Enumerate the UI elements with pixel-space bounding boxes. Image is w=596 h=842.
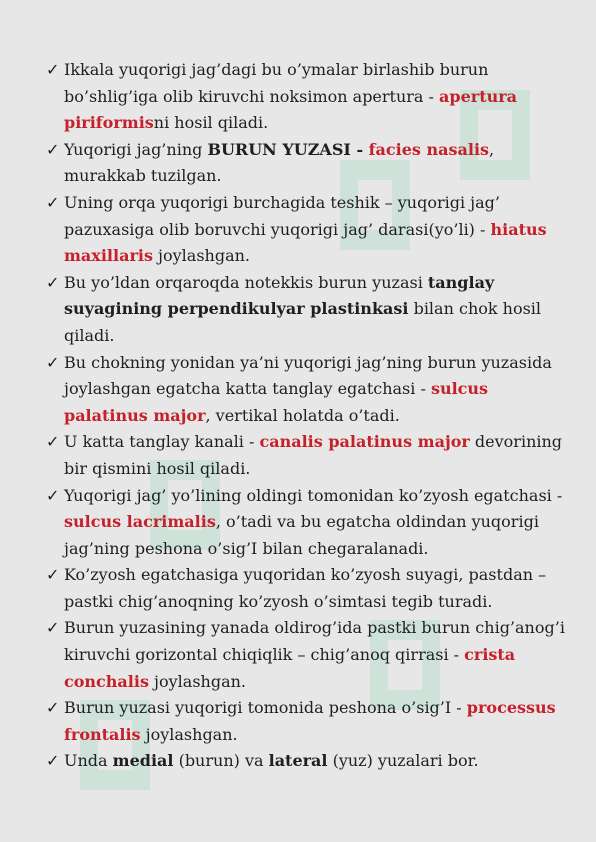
check-icon: ✓	[46, 60, 60, 79]
list-item	[46, 190, 574, 270]
check-icon: ✓	[46, 139, 60, 159]
check-icon: ✓	[46, 751, 60, 771]
item-text-plain: U katta tanglay kanali -	[64, 432, 260, 452]
item-text-plain: joylashgan.	[140, 724, 238, 744]
check-icon: ✓	[46, 432, 60, 452]
list-item	[46, 137, 574, 190]
check-icon: ✓	[46, 272, 60, 292]
list-item	[46, 57, 574, 137]
check-icon: ✓	[46, 192, 60, 212]
latin-term: canalis palatinus major	[259, 432, 470, 452]
item-text-plain: bilan chok hosil qiladi.	[64, 299, 542, 345]
item-text-plain: Uning orqa yuqorigi burchagida teshik – yuqorigi jag’ pazuxasiga olib boruvchi yuqorigi jag’ darasi(yo’li) -	[64, 192, 500, 239]
item-text-plain: Ko’zyosh egatchasiga yuqoridan ko’zyosh suyagi, pastdan – pastki chig’anoqning ko’zyosh o’simtasi tegib turadi.	[64, 565, 547, 611]
bold-term: tanglay suyagining perpendikulyar plastinkasi	[64, 272, 495, 319]
list-item	[46, 429, 574, 482]
latin-term: facies nasalis	[368, 139, 490, 159]
check-icon: ✓	[46, 618, 60, 638]
item-text-plain: joylashgan.	[152, 246, 251, 266]
list-item	[46, 270, 574, 350]
bold-term: medial	[112, 751, 174, 771]
item-text-plain: Bu yo’ldan orqaroqda notekkis burun yuzasi	[64, 272, 428, 292]
item-text-plain: joylashgan.	[148, 671, 247, 691]
item-text-plain: , o’tadi va bu egatcha oldindan yuqorigi jag’ning peshona o’sig’I bilan chegaralanadi.	[64, 512, 539, 558]
check-icon: ✓	[46, 698, 60, 718]
latin-term: sulcus lacrimalis	[64, 512, 216, 532]
latin-term: apertura piriformis	[64, 86, 518, 133]
latin-term: processus frontalis	[64, 698, 556, 744]
item-text-plain: ni hosil qiladi.	[153, 113, 269, 133]
item-text-plain: Unda	[64, 751, 113, 771]
item-text-plain: devorining bir qismini hosil qiladi.	[64, 432, 563, 478]
item-text-plain: Yuqorigi jag’ yo’lining oldingi tomonidan ko’zyosh egatchasi -	[64, 485, 563, 505]
item-text-plain: (burun) va	[173, 751, 269, 771]
latin-term: hiatus maxillaris	[64, 219, 547, 266]
list-item	[46, 748, 574, 775]
item-text-plain: Ikkala yuqorigi jag’dagi bu o’ymalar birlashib burun bo’shlig’iga olib kiruvchi noksimon apertura -	[64, 60, 489, 106]
latin-term: sulcus palatinus major	[64, 379, 489, 425]
bold-term: lateral	[268, 751, 328, 771]
list-item	[46, 615, 574, 695]
list-item	[46, 483, 574, 563]
list-item	[46, 695, 574, 748]
item-text-plain: Burun yuzasi yuqorigi tomonida peshona o’sig’I -	[64, 698, 467, 718]
section-heading-term: BURUN YUZASI -	[207, 139, 369, 159]
item-text-plain: Burun yuzasining yanada oldirog’ida pastki burun chig’anog’i kiruvchi gorizontal chiqiqlik – chig’anoq qirrasi -	[64, 618, 565, 665]
item-text-plain: , vertikal holatda o’tadi.	[205, 405, 400, 425]
check-icon: ✓	[46, 485, 60, 505]
list-item	[46, 350, 574, 430]
item-text-plain: Yuqorigi jag’ning	[64, 139, 208, 159]
item-text-plain: Bu chokning yonidan ya’ni yuqorigi jag’ning burun yuzasida joylashgan egatcha katta tanglay egatchasi -	[64, 352, 552, 399]
check-icon: ✓	[46, 352, 60, 372]
bullet-list	[46, 57, 574, 775]
check-icon: ✓	[46, 565, 60, 585]
item-text-plain: , murakkab tuzilgan.	[64, 139, 495, 186]
list-item	[46, 562, 574, 615]
latin-term: crista conchalis	[64, 645, 516, 691]
item-text-plain: (yuz) yuzalari bor.	[327, 751, 479, 771]
